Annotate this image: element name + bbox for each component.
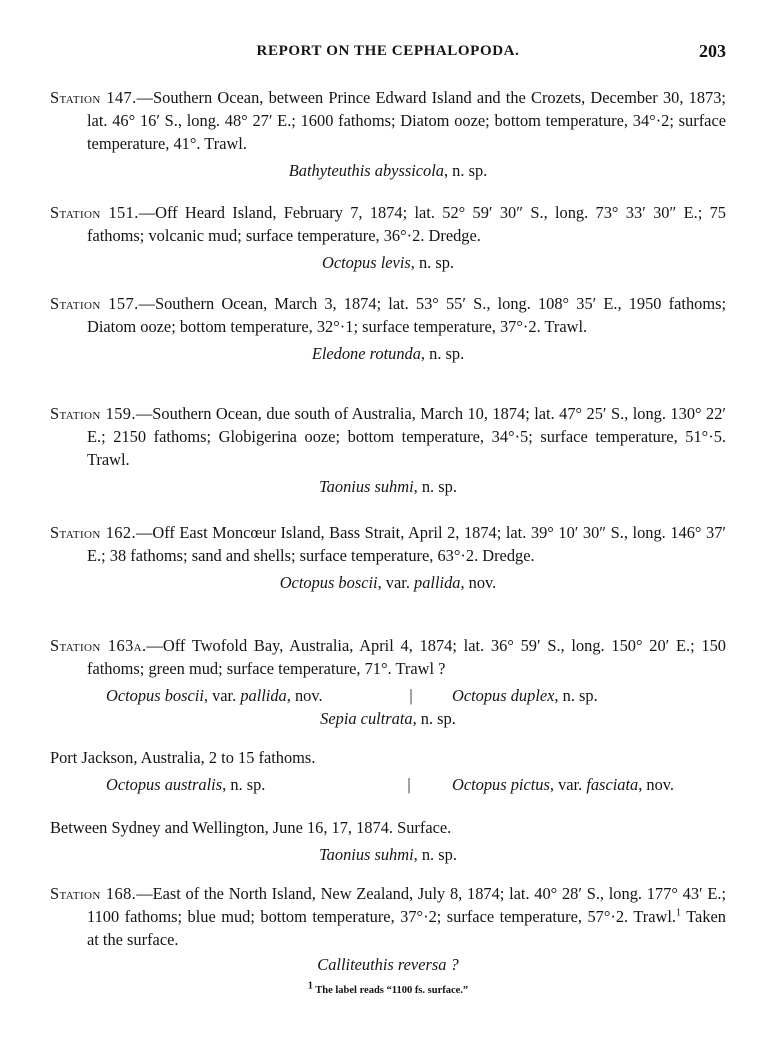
species-line — [50, 571, 726, 594]
station-entry-163a — [50, 634, 726, 730]
station-text: —Southern Ocean, March 3, 1874; lat. 53° 55′ S., long. 108° 35′ E., 1950 fathoms; Diatom ooze; bottom temperature, 32°·1; surface temperature, 37°·2. Trawl. — [87, 294, 727, 336]
species-suffix: , n. sp. — [554, 686, 598, 705]
station-description — [50, 402, 726, 471]
station-entry-157 — [50, 292, 726, 365]
station-entry-168 — [50, 882, 726, 976]
station-entry-159 — [50, 402, 726, 498]
species-name: Octopus pictus — [452, 775, 550, 794]
station-entry-151 — [50, 201, 726, 274]
species-suffix: , n. sp. — [413, 477, 457, 496]
species-line — [50, 953, 726, 976]
running-header — [50, 43, 726, 67]
species-name: Bathyteuthis abyssicola — [288, 161, 444, 180]
species-left — [106, 684, 386, 707]
species-name: Taonius suhmi — [319, 845, 414, 864]
locality-description: Port Jackson, Australia, 2 to 15 fathoms. — [50, 748, 316, 767]
station-entry-147 — [50, 86, 726, 182]
species-name: Calliteuthis reversa — [317, 955, 447, 974]
species-right — [436, 684, 726, 707]
species-suffix: , n. sp. — [410, 253, 455, 272]
station-label: Station 159. — [50, 404, 136, 423]
species-mid: , var. — [549, 775, 587, 794]
footnote-text: The label reads “1100 fs. surface.” — [312, 985, 469, 996]
species-suffix: , nov. — [638, 775, 675, 794]
station-label: Station 163a. — [50, 636, 147, 655]
species-name: Octopus duplex — [452, 686, 555, 705]
species-name: Sepia cultrata — [320, 709, 413, 728]
station-label: Station 151. — [50, 203, 139, 222]
species-suffix: , nov. — [460, 573, 497, 592]
station-description — [50, 201, 726, 247]
species-mid: , var. — [203, 686, 241, 705]
species-left — [106, 773, 384, 796]
species-line — [50, 342, 726, 365]
species-line — [50, 475, 726, 498]
running-title: REPORT ON THE CEPHALOPODA. — [256, 43, 520, 59]
station-description — [50, 882, 726, 951]
species-mid: , var. — [377, 573, 415, 592]
species-suffix: , nov. — [286, 686, 323, 705]
station-label: Station 162. — [50, 523, 136, 542]
station-description — [50, 86, 726, 155]
station-label: Station 157. — [50, 294, 139, 313]
species-suffix: , n. sp. — [443, 161, 488, 180]
species-suffix: , n. sp. — [420, 344, 465, 363]
footnote-marker: 1 — [307, 980, 313, 992]
station-description — [50, 521, 726, 567]
species-right — [434, 773, 726, 796]
station-text: —Southern Ocean, between Prince Edward Island and the Crozets, December 30, 1873; lat. 46° 16′ S., long. 48° 27′ E.; 1600 fathoms; Diatom ooze; bottom temperature, 34°·2; surface temperature, 41°. Trawl. — [87, 88, 726, 153]
page-number: 203 — [699, 41, 726, 61]
station-label: Station 168. — [50, 884, 137, 903]
station-label: Station 147. — [50, 88, 137, 107]
species-name: Octopus boscii — [106, 686, 204, 705]
species-pair — [50, 773, 726, 796]
station-description — [50, 292, 726, 338]
locality-entry-port-jackson — [50, 746, 726, 796]
station-entry-162 — [50, 521, 726, 594]
species-line — [50, 707, 726, 730]
station-text-after: Taken at the surface. — [87, 907, 726, 949]
species-pair — [50, 684, 726, 707]
station-text: —Off East Moncœur Island, Bass Strait, April 2, 1874; lat. 39° 10′ 30″ S., long. 146° 37′ E.; 38 fathoms; sand and shells; surface temperature, 63°·2. Dredge. — [87, 523, 726, 565]
variety-name: pallida — [414, 573, 461, 592]
species-suffix: , n. sp. — [413, 845, 457, 864]
species-name: Taonius suhmi — [319, 477, 414, 496]
station-text: —Southern Ocean, due south of Australia, March 10, 1874; lat. 47° 25′ S., long. 130° 22′ E.; 2150 fathoms; Globigerina ooze; bottom temperature, 34°·5; surface temperature, 51°·5. Trawl. — [87, 404, 726, 469]
species-name: Octopus australis — [106, 775, 223, 794]
species-name: Eledone rotunda — [311, 344, 421, 363]
species-suffix: ? — [446, 955, 459, 974]
station-description — [50, 634, 726, 680]
variety-name: pallida — [240, 686, 287, 705]
column-separator: | — [409, 686, 413, 705]
locality-description: Between Sydney and Wellington, June 16, 17, 1874. Surface. — [50, 818, 452, 837]
locality-entry-sydney-wellington — [50, 816, 726, 866]
station-text: —Off Heard Island, February 7, 1874; lat. 52° 59′ 30″ S., long. 73° 33′ 30″ E.; 75 fathoms; volcanic mud; surface temperature, 36°·2. Dredge. — [87, 203, 726, 245]
footnote — [50, 980, 726, 996]
station-text: —Off Twofold Bay, Australia, April 4, 1874; lat. 36° 59′ S., long. 150° 20′ E.; 150 fathoms; green mud; surface temperature, 71°. Trawl ? — [87, 636, 726, 678]
species-line — [50, 159, 726, 182]
variety-name: fasciata — [586, 775, 639, 794]
species-suffix: , n. sp. — [222, 775, 266, 794]
species-line — [50, 251, 726, 274]
station-text: —East of the North Island, New Zealand, July 8, 1874; lat. 40° 28′ S., long. 177° 43′ E.; 1100 fathoms; blue mud; bottom temperature, 37°·2; surface temperature, 57°·2. Trawl. — [87, 884, 727, 926]
column-separator: | — [407, 775, 411, 794]
footnote-marker: 1 — [676, 907, 681, 919]
species-line — [50, 843, 726, 866]
species-name: Octopus levis — [321, 253, 411, 272]
species-suffix: , n. sp. — [412, 709, 456, 728]
species-name: Octopus boscii — [279, 573, 378, 592]
